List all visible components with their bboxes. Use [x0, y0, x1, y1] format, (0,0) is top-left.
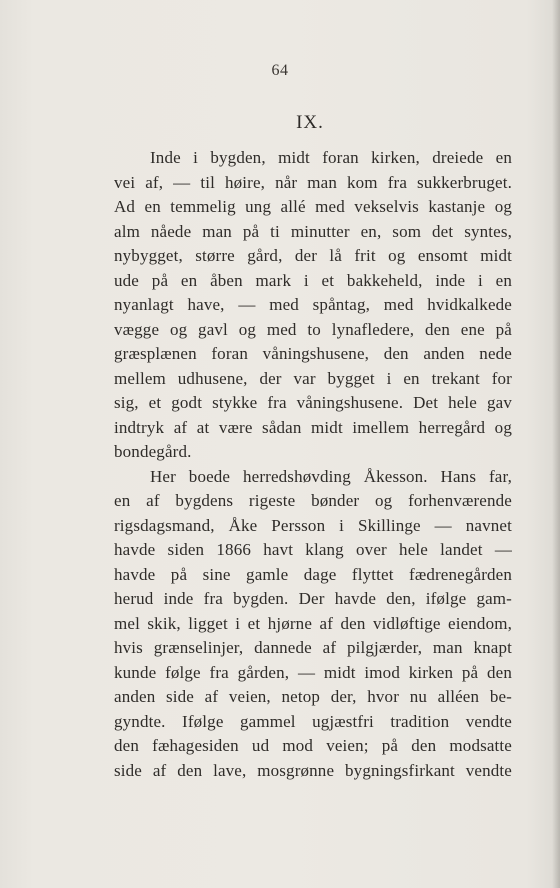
- page-number: 64: [271, 62, 289, 79]
- text-line: Her boede herredshøvding Åkesson. Hans far,: [150, 466, 512, 486]
- text-line: indtryk af at være sådan midt imellem herregård og: [114, 417, 512, 437]
- text-line: gyndte. Ifølge gammel ugjæstfri tradition vendte: [114, 711, 512, 731]
- body-text: [114, 146, 512, 783]
- text-line: sig, et godt stykke fra våningshusene. Det hele gav: [114, 393, 512, 412]
- text-line: side af den lave, mosgrønne bygningsfirkant vendte: [114, 760, 512, 780]
- chapter-heading: IX.: [296, 112, 324, 133]
- text-line: nyanlagt have, — med spåntag, med hvidkalkede: [114, 295, 512, 314]
- text-line: havde siden 1866 havt klang over hele landet —: [114, 540, 512, 559]
- text-line: herud inde fra bygden. Der havde den, ifølge gam-: [114, 589, 512, 608]
- text-line: den fæhagesiden ud mod veien; på den modsatte: [114, 736, 512, 755]
- text-line: ude på en åben mark i et bakkeheld, inde i en: [114, 270, 512, 290]
- text-line: anden side af veien, netop der, hvor nu alléen be-: [114, 687, 512, 706]
- text-line: kunde følge fra gården, — midt imod kirken på den: [114, 662, 512, 682]
- text-line: Inde i bygden, midt foran kirken, dreiede en: [150, 148, 512, 167]
- text-line: en af bygdens rigeste bønder og forhenværende: [114, 491, 512, 510]
- text-line: nybygget, større gård, der lå frit og ensomt midt: [114, 246, 512, 265]
- text-line: Ad en temmelig ung allé med vekselvis kastanje og: [114, 197, 512, 216]
- text-line: mellem udhusene, der var bygget i en trekant for: [114, 368, 512, 388]
- text-line: mel skik, ligget i et hjørne af den vidløftige eiendom,: [114, 613, 512, 633]
- text-line: vægge og gavl og med to lynafledere, den ene på: [114, 319, 512, 339]
- text-line: havde på sine gamle dage flyttet fædrenegården: [114, 564, 512, 584]
- text-line: vei af, — til høire, når man kom fra sukkerbruget.: [114, 172, 512, 192]
- text-line: rigsdagsmand, Åke Persson i Skillinge — navnet: [114, 515, 512, 535]
- text-line: græsplænen foran våningshusene, den anden nede: [114, 344, 512, 363]
- text-line: alm nåede man på ti minutter en, som det syntes,: [114, 221, 512, 241]
- text-line: hvis grænselinjer, dannede af pilgjærder, man knapt: [114, 638, 512, 657]
- text-line: bondegård.: [114, 442, 192, 461]
